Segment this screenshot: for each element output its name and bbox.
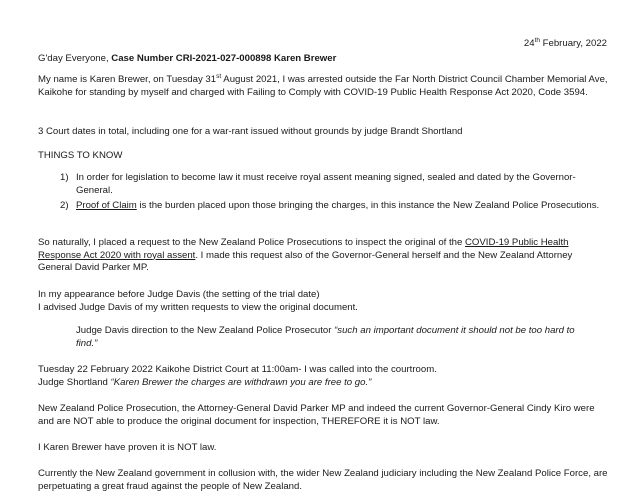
proven-paragraph: I Karen Brewer have proven it is NOT law. xyxy=(38,442,217,453)
case-number: Case Number CRI-2021-027-000898 Karen Brewer xyxy=(111,53,337,64)
davis-quote: “such an important document it should not be too hard to find.” xyxy=(76,325,575,349)
document-date: 24th February, 2022 xyxy=(523,36,607,49)
unable-paragraph: New Zealand Police Prosecution, the Attorney-General David Parker MP and indeed the current Governor-General Cindy Kiro were and are NOT able to produce the original document for inspection, THEREFORE it is NOT law. xyxy=(38,403,595,427)
covid-act-reference: COVID-19 Public Health Response Act 2020 with royal assent xyxy=(38,237,569,261)
court-dates-paragraph: 3 Court dates in total, including one for a war-rant issued without grounds by judge Brandt Shortland xyxy=(38,126,463,137)
things-list xyxy=(38,172,609,213)
list-item: 2) Proof of Claim is the burden placed upon those bringing the charges, in this instance the New Zealand Police Prosecutions. xyxy=(60,200,600,212)
proof-of-claim-term: Proof of Claim xyxy=(76,200,137,212)
davis-direction-paragraph: Judge Davis direction to the New Zealand Police Prosecutor “such an important document it should not be too hard to find.” xyxy=(76,325,575,349)
fraud-paragraph: Currently the New Zealand government in collusion with, the wider New Zealand judiciary including the New Zealand Police Force, are perpetuating a great fraud against the people of New Zealand. xyxy=(38,468,608,492)
appearance-paragraph: In my appearance before Judge Davis (the setting of the trial date) I advised Judge Davis of my written requests to view the original document. xyxy=(38,289,358,313)
things-to-know-heading: THINGS TO KNOW xyxy=(38,150,123,161)
greeting: G'day Everyone, Case Number CRI-2021-027-000898 Karen Brewer xyxy=(38,53,337,64)
request-paragraph: So naturally, I placed a request to the New Zealand Police Prosecutions to inspect the original of the COVID-19 Public Health Response Act 2020 with royal assent. I made this request also of the Governor-General herself and the New Zealand Attorney General David Parker MP. xyxy=(38,237,573,274)
shortland-quote: “Karen Brewer the charges are withdrawn you are free to go.” xyxy=(110,376,372,388)
list-item: 1) In order for legislation to become law it must receive royal assent meaning signed, sealed and dated by the Governor-General. xyxy=(60,172,576,196)
tuesday-paragraph: Tuesday 22 February 2022 Kaikohe District Court at 11:00am- I was called into the courtroom. Judge Shortland “Karen Brewer the charges are withdrawn you are free to go.” xyxy=(38,364,437,388)
intro-paragraph: My name is Karen Brewer, on Tuesday 31st August 2021, I was arrested outside the Far North District Council Chamber Memorial Ave, Kaikohe for standing by myself and charged with Failing to Comply with COVID-19 Public Health Response Act 2020, Code 3594. xyxy=(38,72,608,98)
